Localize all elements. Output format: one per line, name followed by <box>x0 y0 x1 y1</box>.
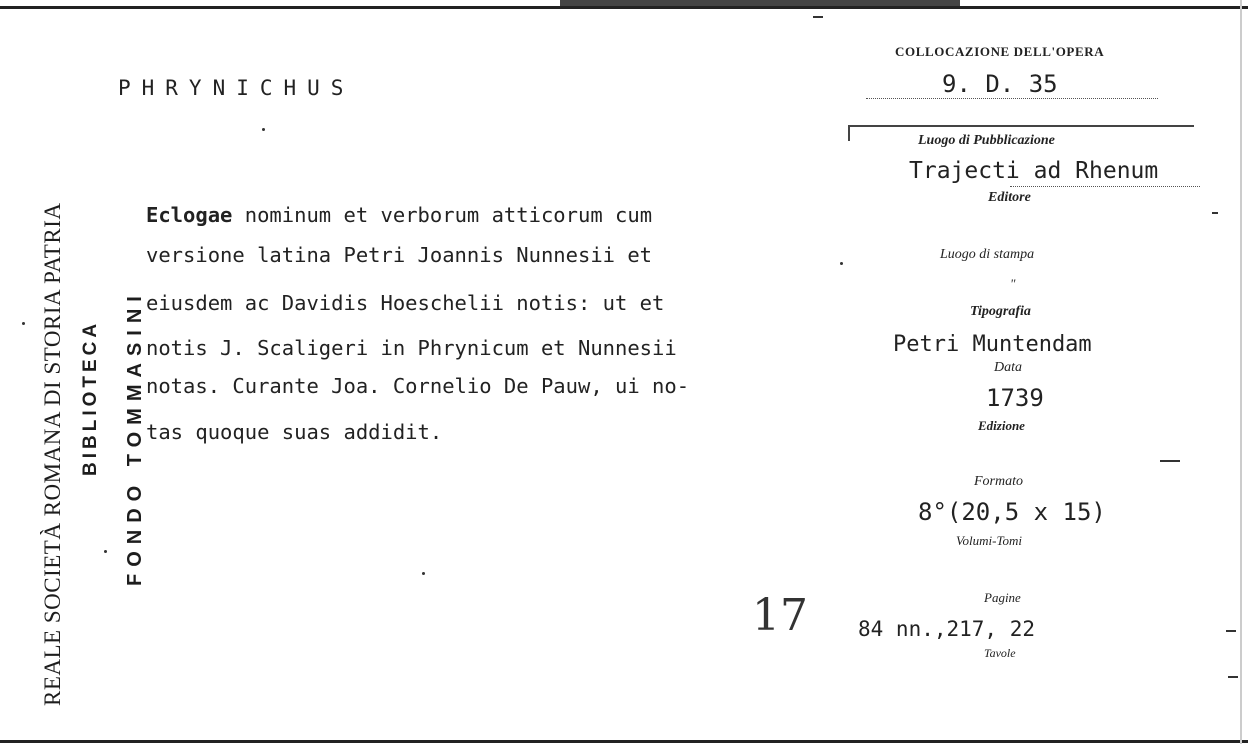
top-border <box>0 6 1248 9</box>
tipografia-label: Tipografia <box>970 304 1031 319</box>
scan-speck <box>422 572 425 575</box>
field-rule <box>848 125 1194 127</box>
title-line-6: tas quoque suas addidit. <box>146 420 443 444</box>
fondo-stamp: FONDO TOMMASINI <box>124 289 146 586</box>
bottom-border <box>0 740 1248 743</box>
title-line-1 <box>146 203 652 227</box>
title-first-word: Eclogae <box>146 203 233 227</box>
scan-speck <box>1228 676 1238 678</box>
formato-label: Formato <box>974 474 1023 489</box>
data-value: 1739 <box>986 384 1044 412</box>
luogo-pubblicazione-value: Trajecti ad Rhenum <box>909 158 1159 184</box>
formato-value: 8°(20,5 x 15) <box>918 498 1106 526</box>
shelfmark-underline <box>866 98 1158 99</box>
shelfmark-value: 9. D. 35 <box>942 70 1058 98</box>
top-border-tail <box>560 0 960 6</box>
author-heading: PHRYNICHUS <box>118 76 355 100</box>
title-line-1-text: nominum et verborum atticorum cum <box>232 203 653 227</box>
handwritten-number: 17 <box>752 590 808 641</box>
pagine-value: 84 nn.,217, 22 <box>858 617 1036 641</box>
title-line-2: versione latina Petri Joannis Nunnesii et <box>146 243 653 267</box>
field-rule-tick <box>848 125 850 141</box>
tipografia-value: Petri Muntendam <box>893 332 1092 357</box>
scan-speck <box>262 128 265 131</box>
scan-speck <box>22 322 25 325</box>
place-underline <box>1010 186 1200 187</box>
data-label: Data <box>994 360 1022 375</box>
biblioteca-stamp: BIBLIOTECA <box>80 319 101 476</box>
scan-speck <box>1226 630 1236 632</box>
scan-speck <box>1160 460 1180 462</box>
society-stamp: REALE SOCIETÀ ROMANA DI STORIA PATRIA <box>40 202 65 706</box>
volumi-label: Volumi-Tomi <box>956 533 1022 548</box>
edizione-label: Edizione <box>978 418 1025 433</box>
luogo-stampa-label: Luogo di stampa <box>940 247 1035 262</box>
scan-speck <box>840 262 843 265</box>
pagine-label: Pagine <box>984 590 1021 605</box>
scan-speck <box>813 16 823 18</box>
right-edge <box>1240 0 1242 744</box>
title-line-4: notis J. Scaligeri in Phrynicum et Nunnesii <box>146 336 677 360</box>
collocazione-label: COLLOCAZIONE DELL'OPERA <box>895 44 1105 59</box>
title-line-5: notas. Curante Joa. Cornelio De Pauw, ui no- <box>146 374 690 398</box>
title-line-3: eiusdem ac Davidis Hoeschelii notis: ut et <box>146 291 665 315</box>
scan-speck <box>1212 212 1218 214</box>
scan-speck <box>104 550 107 553</box>
luogo-pubblicazione-label: Luogo di Pubblicazione <box>918 133 1055 148</box>
luogo-stampa-value: " <box>1010 276 1016 291</box>
tavole-label: Tavole <box>984 646 1016 660</box>
editore-label: Editore <box>988 190 1031 205</box>
